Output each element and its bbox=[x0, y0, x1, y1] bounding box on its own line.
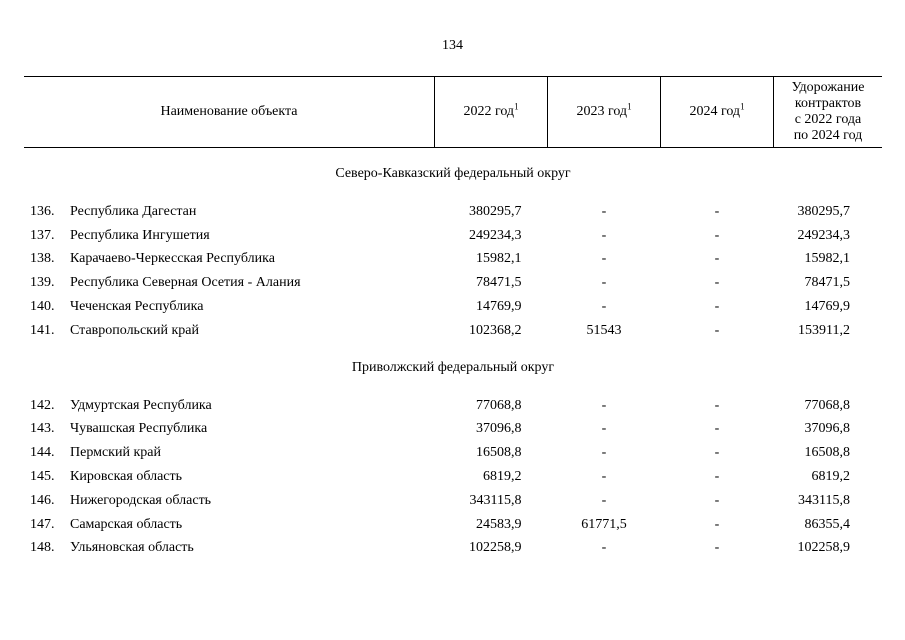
column-header-name bbox=[24, 77, 435, 148]
cell-2022: 6819,2 bbox=[483, 469, 522, 485]
cell-2022: 15982,1 bbox=[476, 251, 522, 267]
cell-2023: - bbox=[601, 469, 607, 485]
cell-2024: - bbox=[714, 251, 720, 267]
cell-object-name bbox=[24, 418, 435, 442]
object-name: Чувашская Республика bbox=[70, 421, 208, 437]
cell-2023: - bbox=[601, 275, 607, 291]
row-number: 145. bbox=[30, 469, 55, 485]
row-number: 140. bbox=[30, 299, 55, 315]
table-body bbox=[24, 148, 882, 561]
header-row bbox=[24, 77, 882, 148]
cell-2023: 61771,5 bbox=[581, 516, 627, 532]
cell-2022: 78471,5 bbox=[476, 275, 522, 291]
object-name: Карачаево-Черкесская Республика bbox=[70, 251, 275, 267]
cell-2024: - bbox=[714, 227, 720, 243]
row-number: 143. bbox=[30, 421, 55, 437]
row-number: 138. bbox=[30, 251, 55, 267]
table-row bbox=[24, 537, 882, 561]
column-header-2022-label: 2022 год bbox=[463, 104, 515, 119]
cell-2022: 16508,8 bbox=[476, 445, 522, 461]
row-number: 146. bbox=[30, 492, 55, 508]
cell-object-name bbox=[24, 271, 435, 295]
cell-2024: - bbox=[714, 397, 720, 413]
table-row bbox=[24, 224, 882, 248]
cost-table-container bbox=[24, 76, 882, 560]
column-header-2023-label: 2023 год bbox=[576, 104, 628, 119]
cell-2024: - bbox=[714, 469, 720, 485]
table-row bbox=[24, 465, 882, 489]
cell-2022: 102368,2 bbox=[469, 322, 522, 338]
cell-2023: - bbox=[601, 299, 607, 315]
row-number: 142. bbox=[30, 397, 55, 413]
cell-object-name bbox=[24, 489, 435, 513]
cell-2024: - bbox=[714, 492, 720, 508]
cell-2023: - bbox=[601, 203, 607, 219]
object-name: Республика Северная Осетия - Алания bbox=[70, 275, 301, 291]
cell-increase: 343115,8 bbox=[798, 492, 850, 508]
table-header bbox=[24, 77, 882, 148]
column-header-2024-label: 2024 год bbox=[689, 104, 741, 119]
cell-object-name bbox=[24, 513, 435, 537]
cell-2023: - bbox=[601, 421, 607, 437]
object-name: Республика Дагестан bbox=[70, 203, 197, 219]
cell-2024: - bbox=[714, 299, 720, 315]
footnote-mark: 1 bbox=[514, 101, 519, 112]
table-row bbox=[24, 489, 882, 513]
footnote-mark: 1 bbox=[627, 101, 632, 112]
cell-2024: - bbox=[714, 540, 720, 556]
object-name: Ульяновская область bbox=[70, 540, 194, 556]
table-row bbox=[24, 394, 882, 418]
row-number: 136. bbox=[30, 203, 55, 219]
cell-2023: - bbox=[601, 251, 607, 267]
cell-2022: 77068,8 bbox=[476, 397, 522, 413]
column-header-increase bbox=[774, 77, 883, 148]
cell-2023: - bbox=[601, 540, 607, 556]
cell-2022: 343115,8 bbox=[469, 492, 522, 508]
footnote-mark: 1 bbox=[740, 101, 745, 112]
row-number: 139. bbox=[30, 275, 55, 291]
page-number: 134 bbox=[442, 38, 463, 53]
column-header-increase-line: по 2024 год bbox=[793, 128, 863, 143]
cell-object-name bbox=[24, 319, 435, 343]
section-header-row bbox=[24, 148, 882, 201]
object-name: Республика Ингушетия bbox=[70, 227, 210, 243]
cost-table bbox=[24, 76, 882, 560]
cell-2022: 37096,8 bbox=[476, 421, 522, 437]
cell-increase: 15982,1 bbox=[804, 251, 850, 267]
cell-object-name bbox=[24, 394, 435, 418]
cell-2024: - bbox=[714, 445, 720, 461]
section-title: Приволжский федеральный округ bbox=[351, 360, 555, 376]
cell-increase: 153911,2 bbox=[798, 322, 850, 338]
cell-increase: 102258,9 bbox=[797, 540, 850, 556]
object-name: Ставропольский край bbox=[70, 322, 199, 338]
table-row bbox=[24, 200, 882, 224]
column-header-name-label: Наименование объекта bbox=[160, 104, 298, 119]
cell-increase: 380295,7 bbox=[797, 203, 850, 219]
cell-object-name bbox=[24, 465, 435, 489]
section-header-row bbox=[24, 343, 882, 394]
object-name: Чеченская Республика bbox=[70, 299, 204, 315]
table-row bbox=[24, 418, 882, 442]
cell-2022: 24583,9 bbox=[476, 516, 522, 532]
cell-increase: 77068,8 bbox=[804, 397, 850, 413]
cell-2024: - bbox=[714, 203, 720, 219]
cell-increase: 14769,9 bbox=[804, 299, 850, 315]
cell-2022: 14769,9 bbox=[476, 299, 522, 315]
row-number: 147. bbox=[30, 516, 55, 532]
cell-2023: - bbox=[601, 445, 607, 461]
column-header-2022 bbox=[435, 77, 548, 148]
table-row bbox=[24, 319, 882, 343]
cell-object-name bbox=[24, 248, 435, 272]
cell-object-name bbox=[24, 200, 435, 224]
cell-2022: 380295,7 bbox=[469, 203, 522, 219]
table-row bbox=[24, 248, 882, 272]
column-header-2024 bbox=[661, 77, 774, 148]
table-row bbox=[24, 271, 882, 295]
cell-2023: - bbox=[601, 397, 607, 413]
section-title: Северо-Кавказский федеральный округ bbox=[335, 166, 571, 181]
column-header-increase-line: с 2022 года bbox=[794, 112, 862, 127]
column-header-increase-line: контрактов bbox=[794, 96, 862, 111]
row-number: 137. bbox=[30, 227, 55, 243]
cell-2022: 102258,9 bbox=[469, 540, 522, 556]
cell-object-name bbox=[24, 537, 435, 561]
cell-2023: - bbox=[601, 492, 607, 508]
cell-2022: 249234,3 bbox=[469, 227, 522, 243]
object-name: Кировская область bbox=[70, 469, 183, 485]
cell-object-name bbox=[24, 295, 435, 319]
table-row bbox=[24, 441, 882, 465]
cell-increase: 86355,4 bbox=[804, 516, 850, 532]
cell-2023: - bbox=[601, 227, 607, 243]
table-row bbox=[24, 295, 882, 319]
cell-increase: 6819,2 bbox=[811, 469, 850, 485]
cell-increase: 249234,3 bbox=[797, 227, 850, 243]
object-name: Удмуртская Республика bbox=[70, 397, 212, 413]
cell-object-name bbox=[24, 224, 435, 248]
cell-2024: - bbox=[714, 275, 720, 291]
column-header-2023 bbox=[548, 77, 661, 148]
cell-increase: 37096,8 bbox=[804, 421, 850, 437]
object-name: Нижегородская область bbox=[70, 492, 212, 508]
row-number: 141. bbox=[30, 322, 55, 338]
cell-increase: 78471,5 bbox=[804, 275, 850, 291]
column-header-increase-line: Удорожание bbox=[791, 80, 865, 95]
cell-2024: - bbox=[714, 516, 720, 532]
cell-2024: - bbox=[714, 322, 720, 338]
object-name: Пермский край bbox=[70, 445, 161, 461]
row-number: 148. bbox=[30, 540, 55, 556]
cell-2024: - bbox=[714, 421, 720, 437]
cell-object-name bbox=[24, 441, 435, 465]
table-row bbox=[24, 513, 882, 537]
cell-increase: 16508,8 bbox=[804, 445, 850, 461]
object-name: Самарская область bbox=[70, 516, 183, 532]
cell-2023: 51543 bbox=[586, 322, 622, 338]
row-number: 144. bbox=[30, 445, 55, 461]
